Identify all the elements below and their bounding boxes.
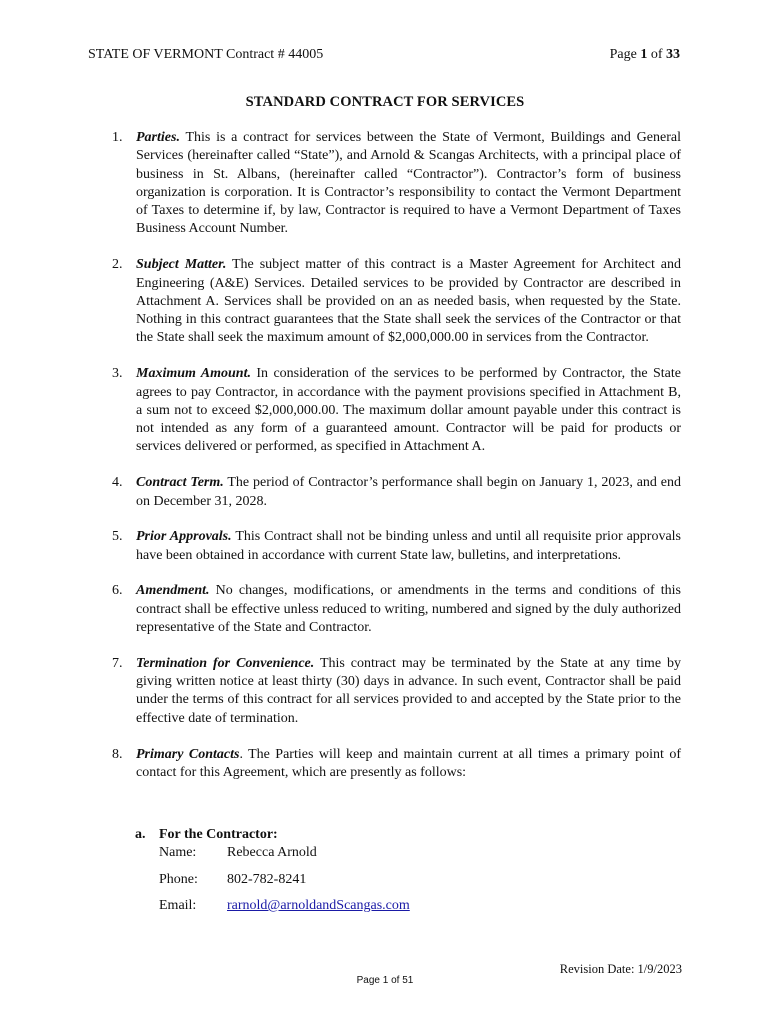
section-termination: [112, 655, 681, 728]
section-number: 6.: [112, 583, 123, 599]
section-text: No changes, modifications, or amendments in the terms and conditions of this contract shall be effective unless reduced to writing, numbered and signed by the duly authorized representative of the State and Contractor.: [136, 583, 681, 636]
page-number: 1: [640, 47, 648, 62]
section-primary-contacts: [112, 746, 681, 783]
phone-label: Phone:: [159, 872, 198, 887]
section-contract-term: [112, 474, 681, 511]
section-number: 2.: [112, 257, 123, 273]
section-maximum-amount: [112, 365, 681, 456]
section-heading: Prior Approvals.: [136, 529, 232, 545]
contact-phone-row: [159, 871, 306, 889]
contact-title: For the Contractor:: [159, 827, 278, 842]
section-text: In consideration of the services to be performed by Contractor, the State agrees to pay Contractor, in accordance with the payment provisions specified in Attachment B, a sum not to exceed $2,000,000.00. The maximum dollar amount payable under this contract is not intended as any form of a guaranteed amount. Contractor will be paid for products or services delivered or performed, as specified in Attachment A.: [136, 366, 681, 455]
page-of: of: [647, 47, 666, 62]
section-parties: [112, 129, 681, 239]
contact-name-row: [159, 844, 317, 862]
section-heading: Maximum Amount.: [136, 366, 251, 382]
section-heading: Parties.: [136, 130, 180, 145]
section-number: 1.: [112, 130, 123, 145]
contract-header: STATE OF VERMONT Contract # 44005: [88, 47, 324, 62]
contact-item-label: a.: [135, 827, 146, 842]
contract-sections: [112, 129, 681, 800]
section-heading: Amendment.: [136, 583, 210, 599]
name-value: Rebecca Arnold: [227, 845, 317, 860]
section-heading: Contract Term.: [136, 475, 224, 491]
section-number: 5.: [112, 529, 123, 545]
section-amendment: [112, 582, 681, 637]
section-prior-approvals: [112, 528, 681, 565]
section-heading: Subject Matter.: [136, 257, 227, 273]
section-text: This Contract shall not be binding unless and until all requisite prior approvals have been obtained in accordance with current State law, bulletins, and interpretations.: [136, 529, 681, 563]
contact-email-row: [159, 897, 410, 915]
section-text: The subject matter of this contract is a Master Agreement for Architect and Engineering (A&E) Services. Detailed services to be provided by Contractor are described in Attachment A. Services shall be provided on an as needed basis, when requested by the State. Nothing in this contract guarantees that the State shall seek the services of the Contractor or that the State shall seek the maximum amount of $2,000,000.00 in services from the Contractor.: [136, 257, 681, 346]
section-number: 8.: [112, 746, 123, 762]
page-footer: Page 1 of 51: [356, 975, 414, 986]
section-number: 4.: [112, 475, 123, 491]
section-text: This is a contract for services between the State of Vermont, Buildings and General Services (hereinafter called “State”), and Arnold & Scangas Architects, with a principal place of business in St. Albans, (hereinafter called “Contractor”). Contractor’s form of business organization is corporation. It is Contractor’s responsibility to contact the Vermont Department of Taxes to determine if, by law, Contractor is required to have a Vermont Department of Taxes Business Account Number.: [136, 130, 681, 237]
section-text: . The Parties will keep and maintain current at all times a primary point of contact for this Agreement, which are presently as follows:: [136, 746, 681, 780]
section-number: 7.: [112, 655, 123, 671]
section-subject-matter: [112, 256, 681, 347]
phone-value: 802-782-8241: [227, 872, 307, 887]
email-label: Email:: [159, 898, 197, 913]
section-heading: Termination for Convenience.: [136, 655, 315, 671]
page-prefix: Page: [609, 47, 641, 62]
page-total: 33: [666, 47, 680, 62]
section-text: The period of Contractor’s performance shall begin on January 1, 2023, and end on December 31, 2028.: [136, 475, 681, 509]
document-title: STANDARD CONTRACT FOR SERVICES: [245, 94, 525, 110]
section-heading: Primary Contacts: [136, 746, 240, 762]
section-text: This contract may be terminated by the State at any time by giving written notice at least thirty (30) days in advance. In such event, Contractor shall be paid under the terms of this contract for all services provided to and accepted by the State prior to the effective date of termination.: [136, 655, 681, 726]
page-indicator: [610, 47, 680, 63]
section-number: 3.: [112, 366, 123, 382]
revision-date: Revision Date: 1/9/2023: [559, 962, 682, 976]
email-link[interactable]: rarnold@arnoldandScangas.com: [227, 898, 410, 913]
name-label: Name:: [159, 845, 197, 860]
